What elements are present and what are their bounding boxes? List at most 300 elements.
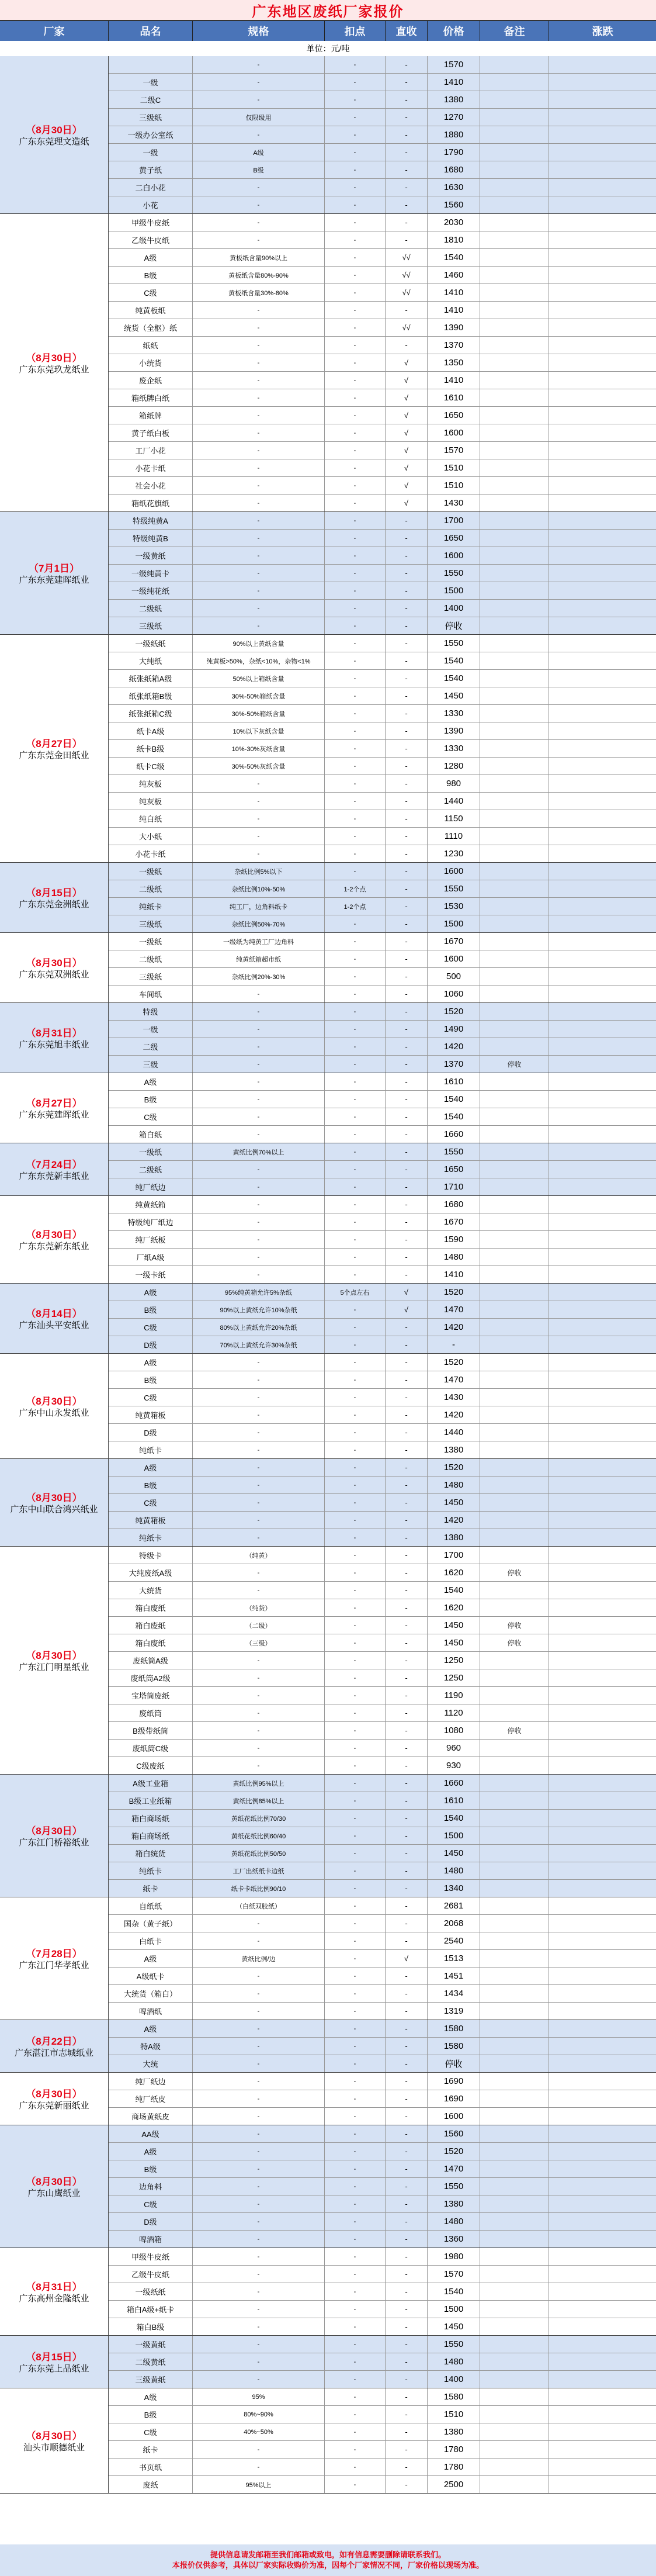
price-cell: 1610 — [428, 1792, 480, 1809]
company-date: （8月31日） — [26, 1028, 82, 1039]
product-cell: 纯黄板纸 — [109, 302, 193, 319]
change-cell — [549, 582, 656, 599]
change-cell — [549, 635, 656, 652]
deduct-cell: - — [325, 1950, 386, 1967]
change-cell — [549, 424, 656, 441]
company-cell — [0, 2125, 109, 2247]
spec-cell: 黄纸花纸比例50/50 — [193, 1845, 325, 1862]
change-cell — [549, 845, 656, 862]
price-cell: 1650 — [428, 1161, 480, 1178]
direct-cell: - — [386, 214, 428, 231]
deduct-cell: - — [325, 2388, 386, 2405]
company-name: 广东东莞建晖纸业 — [19, 1110, 89, 1120]
change-cell — [549, 1529, 656, 1546]
table-row — [109, 1529, 656, 1546]
price-cell: 1540 — [428, 652, 480, 669]
spec-cell: - — [193, 2353, 325, 2370]
deduct-cell: - — [325, 1792, 386, 1809]
change-cell — [549, 1652, 656, 1669]
company-cell — [0, 2336, 109, 2388]
product-cell: 纸卡 — [109, 2441, 193, 2458]
price-cell: 1880 — [428, 126, 480, 143]
direct-cell: - — [386, 302, 428, 319]
company-name: 广东江门明星纸业 — [19, 1662, 89, 1672]
deduct-cell: - — [325, 2160, 386, 2177]
price-cell: 1480 — [428, 1249, 480, 1265]
table-row — [109, 196, 656, 213]
product-cell: 箱纸花旗纸 — [109, 495, 193, 511]
direct-cell: - — [386, 126, 428, 143]
direct-cell: - — [386, 1143, 428, 1160]
spec-cell: - — [193, 1740, 325, 1756]
direct-cell: - — [386, 863, 428, 880]
table-row — [109, 1950, 656, 1968]
price-cell: 1510 — [428, 459, 480, 476]
change-cell — [549, 161, 656, 178]
spec-cell: - — [193, 372, 325, 389]
table-row — [109, 407, 656, 424]
note-cell: 停收 — [480, 1617, 549, 1634]
table-row — [109, 1319, 656, 1336]
direct-cell: √ — [386, 1950, 428, 1967]
product-cell: 三级纸 — [109, 968, 193, 985]
company-cell — [0, 1143, 109, 1195]
change-cell — [549, 1021, 656, 1038]
spec-cell: - — [193, 1669, 325, 1686]
direct-cell: - — [386, 1336, 428, 1353]
note-cell — [480, 196, 549, 213]
price-cell: 1410 — [428, 1266, 480, 1283]
price-cell: 1460 — [428, 267, 480, 283]
deduct-cell: - — [325, 1547, 386, 1564]
note-cell — [480, 2266, 549, 2283]
spec-cell: 黄纸比例85%以上 — [193, 1792, 325, 1809]
note-cell — [480, 337, 549, 354]
table-row — [109, 2301, 656, 2318]
price-cell: 1440 — [428, 1424, 480, 1441]
price-cell: 1380 — [428, 1441, 480, 1458]
table-row — [109, 880, 656, 898]
direct-cell: - — [386, 1617, 428, 1634]
product-cell: 纯黄箱板 — [109, 1512, 193, 1529]
note-cell — [480, 1827, 549, 1844]
price-cell: 1060 — [428, 986, 480, 1002]
note-cell — [480, 2423, 549, 2440]
spec-cell: 黄纸比例95%以上 — [193, 1775, 325, 1792]
footer-line-1: 提供信息请发邮箱至我们邮箱或致电，如有信息需要删除请联系我们。 — [210, 2550, 446, 2559]
direct-cell: - — [386, 1512, 428, 1529]
deduct-cell: - — [325, 2476, 386, 2493]
direct-cell: - — [386, 1003, 428, 1020]
note-cell — [480, 1003, 549, 1020]
company-name: 广东东莞新丰纸业 — [19, 1171, 89, 1181]
table-row — [109, 1494, 656, 1512]
note-cell — [480, 389, 549, 406]
product-cell: B级 — [109, 1301, 193, 1318]
price-cell: 1440 — [428, 793, 480, 810]
note-cell — [480, 915, 549, 932]
change-cell — [549, 933, 656, 950]
price-cell: 1470 — [428, 1371, 480, 1388]
note-cell — [480, 617, 549, 634]
price-cell: 1520 — [428, 1284, 480, 1301]
note-cell — [480, 1757, 549, 1774]
price-cell: 1330 — [428, 740, 480, 757]
change-cell — [549, 670, 656, 687]
company-block — [0, 1143, 656, 1196]
table-row — [109, 1827, 656, 1845]
company-cell — [0, 56, 109, 213]
spec-cell: - — [193, 2301, 325, 2318]
price-cell: 1550 — [428, 2336, 480, 2353]
price-cell: 2030 — [428, 214, 480, 231]
note-cell — [480, 2073, 549, 2090]
company-block — [0, 635, 656, 863]
deduct-cell: - — [325, 231, 386, 248]
change-cell — [549, 302, 656, 319]
deduct-cell: - — [325, 2003, 386, 2020]
product-cell: B级带纸筒 — [109, 1722, 193, 1739]
table-row — [109, 495, 656, 511]
spec-cell: 90%以上黄纸含量 — [193, 635, 325, 652]
product-cell: 纸卡 — [109, 1880, 193, 1897]
direct-cell: - — [386, 915, 428, 932]
spec-cell: - — [193, 1564, 325, 1581]
product-cell: 纯厂纸板 — [109, 1231, 193, 1248]
price-cell: 1110 — [428, 828, 480, 845]
price-cell: 2500 — [428, 2476, 480, 2493]
deduct-cell: - — [325, 687, 386, 704]
note-cell — [480, 302, 549, 319]
spec-cell: 纸卡卡纸比例90/10 — [193, 1880, 325, 1897]
price-cell: 1600 — [428, 2108, 480, 2125]
spec-cell: - — [193, 1178, 325, 1195]
table-row — [109, 442, 656, 459]
deduct-cell: - — [325, 2371, 386, 2388]
deduct-cell: - — [325, 1687, 386, 1704]
note-cell — [480, 2301, 549, 2318]
deduct-cell: - — [325, 2195, 386, 2212]
table-row — [109, 1932, 656, 1950]
deduct-cell: - — [325, 161, 386, 178]
company-cell — [0, 214, 109, 511]
product-cell: 箱白商场纸 — [109, 1810, 193, 1827]
direct-cell: - — [386, 109, 428, 126]
note-cell — [480, 2195, 549, 2212]
product-cell: 车间纸 — [109, 986, 193, 1002]
product-cell: 二级纸 — [109, 600, 193, 617]
price-cell: 2540 — [428, 1932, 480, 1949]
direct-cell: - — [386, 196, 428, 213]
change-cell — [549, 565, 656, 582]
note-cell — [480, 582, 549, 599]
product-cell: 黄子纸 — [109, 161, 193, 178]
table-row — [109, 389, 656, 407]
spec-cell: （纯黄） — [193, 1547, 325, 1564]
price-cell: 1430 — [428, 1389, 480, 1406]
price-cell: 1410 — [428, 372, 480, 389]
spec-cell: - — [193, 459, 325, 476]
footer-notice — [0, 2544, 656, 2576]
company-date: （8月30日） — [26, 957, 82, 969]
change-cell — [549, 968, 656, 985]
deduct-cell: - — [325, 1108, 386, 1125]
company-name: 广东东莞建晖纸业 — [19, 575, 89, 585]
price-cell: 1690 — [428, 2090, 480, 2107]
change-cell — [549, 2038, 656, 2055]
deduct-cell: - — [325, 1021, 386, 1038]
note-cell — [480, 2231, 549, 2247]
company-date: （8月22日） — [26, 2036, 82, 2047]
direct-cell: - — [386, 2108, 428, 2125]
header-spec: 规格 — [193, 21, 325, 41]
price-cell: 1680 — [428, 161, 480, 178]
deduct-cell: 5个点左右 — [325, 1284, 386, 1301]
note-cell — [480, 635, 549, 652]
direct-cell: - — [386, 1547, 428, 1564]
note-cell — [480, 2003, 549, 2020]
direct-cell: - — [386, 1757, 428, 1774]
table-row — [109, 1547, 656, 1564]
deduct-cell: - — [325, 196, 386, 213]
direct-cell: - — [386, 2318, 428, 2335]
deduct-cell: - — [325, 495, 386, 511]
spec-cell: - — [193, 2336, 325, 2353]
change-cell — [549, 2388, 656, 2405]
change-cell — [549, 2353, 656, 2370]
deduct-cell: - — [325, 1143, 386, 1160]
price-cell: 1780 — [428, 2459, 480, 2475]
table-row — [109, 231, 656, 249]
company-name: 广东江门华孝纸业 — [19, 1960, 89, 1970]
direct-cell: - — [386, 1319, 428, 1336]
direct-cell: - — [386, 1932, 428, 1949]
note-cell — [480, 722, 549, 739]
product-cell: B级 — [109, 1371, 193, 1388]
change-cell — [549, 2003, 656, 2020]
deduct-cell: - — [325, 2406, 386, 2423]
price-cell: 1500 — [428, 2301, 480, 2318]
note-cell — [480, 1652, 549, 1669]
note-cell — [480, 2020, 549, 2037]
deduct-cell: - — [325, 267, 386, 283]
product-cell: A级纸卡 — [109, 1968, 193, 1984]
table-row — [109, 1424, 656, 1441]
price-cell: 1810 — [428, 231, 480, 248]
company-cell — [0, 1547, 109, 1774]
product-cell: 箱白纸 — [109, 1126, 193, 1143]
note-cell — [480, 1389, 549, 1406]
product-cell: 纸张纸箱B级 — [109, 687, 193, 704]
table-row — [109, 91, 656, 109]
change-cell — [549, 2143, 656, 2160]
product-cell: 大统货（箱白） — [109, 1985, 193, 2002]
spec-cell: 95%纯黄箱允许5%杂纸 — [193, 1284, 325, 1301]
note-cell — [480, 1880, 549, 1897]
note-cell — [480, 74, 549, 91]
direct-cell: - — [386, 635, 428, 652]
change-cell — [549, 1336, 656, 1353]
product-cell: 三级黄纸 — [109, 2371, 193, 2388]
table-row — [109, 1249, 656, 1266]
change-cell — [549, 1722, 656, 1739]
note-cell — [480, 740, 549, 757]
spec-cell: 95%以上 — [193, 2476, 325, 2493]
deduct-cell: - — [325, 74, 386, 91]
price-cell: 1500 — [428, 582, 480, 599]
price-cell: 1620 — [428, 1599, 480, 1616]
spec-cell: - — [193, 2266, 325, 2283]
note-cell — [480, 1178, 549, 1195]
spec-cell: - — [193, 617, 325, 634]
company-block — [0, 2248, 656, 2336]
note-cell — [480, 968, 549, 985]
company-block — [0, 1284, 656, 1354]
spec-cell: A级 — [193, 144, 325, 161]
direct-cell: - — [386, 2266, 428, 2283]
table-row — [109, 1722, 656, 1740]
price-cell: 1513 — [428, 1950, 480, 1967]
change-cell — [549, 231, 656, 248]
spec-cell: - — [193, 231, 325, 248]
company-date: （8月30日） — [26, 1396, 82, 1407]
product-cell: 啤酒纸 — [109, 2003, 193, 2020]
deduct-cell: - — [325, 214, 386, 231]
direct-cell: - — [386, 1985, 428, 2002]
change-cell — [549, 1038, 656, 1055]
table-row — [109, 845, 656, 862]
change-cell — [549, 617, 656, 634]
spec-cell: - — [193, 2283, 325, 2300]
change-cell — [549, 986, 656, 1002]
deduct-cell: - — [325, 2143, 386, 2160]
product-cell: C级 — [109, 284, 193, 301]
direct-cell: - — [386, 1722, 428, 1739]
change-cell — [549, 1617, 656, 1634]
spec-cell: - — [193, 1126, 325, 1143]
spec-cell: - — [193, 845, 325, 862]
company-name: 广东东莞理文造纸 — [19, 137, 89, 147]
product-cell: 废企纸 — [109, 372, 193, 389]
table-row — [109, 600, 656, 617]
deduct-cell: - — [325, 933, 386, 950]
change-cell — [549, 1301, 656, 1318]
header-direct: 直收 — [386, 21, 428, 41]
change-cell — [549, 459, 656, 476]
spec-cell: - — [193, 2459, 325, 2475]
deduct-cell: - — [325, 530, 386, 547]
direct-cell: - — [386, 1231, 428, 1248]
change-cell — [549, 705, 656, 722]
price-cell: 1520 — [428, 1354, 480, 1371]
change-cell — [549, 2073, 656, 2090]
deduct-cell: - — [325, 2266, 386, 2283]
product-cell: 纸张纸箱C级 — [109, 705, 193, 722]
direct-cell: - — [386, 898, 428, 915]
note-cell — [480, 758, 549, 774]
note-cell — [480, 1932, 549, 1949]
company-rows — [109, 1073, 656, 1143]
spec-cell: - — [193, 512, 325, 529]
table-row — [109, 810, 656, 828]
deduct-cell: - — [325, 1494, 386, 1511]
spec-cell: - — [193, 2213, 325, 2230]
price-cell: 1560 — [428, 2125, 480, 2142]
change-cell — [549, 1126, 656, 1143]
direct-cell: √ — [386, 354, 428, 371]
note-cell — [480, 1126, 549, 1143]
company-rows — [109, 2248, 656, 2335]
table-row — [109, 2213, 656, 2231]
price-cell: 1360 — [428, 2231, 480, 2247]
table-row — [109, 617, 656, 634]
product-cell: B级 — [109, 2406, 193, 2423]
price-cell: 1450 — [428, 1634, 480, 1651]
deduct-cell: - — [325, 950, 386, 967]
price-cell: 1570 — [428, 56, 480, 73]
change-cell — [549, 372, 656, 389]
direct-cell: - — [386, 1634, 428, 1651]
note-cell: 停收 — [480, 1056, 549, 1073]
table-row — [109, 1459, 656, 1477]
deduct-cell: - — [325, 512, 386, 529]
company-rows — [109, 635, 656, 862]
direct-cell: - — [386, 1056, 428, 1073]
deduct-cell: - — [325, 1424, 386, 1441]
note-cell — [480, 214, 549, 231]
change-cell — [549, 2090, 656, 2107]
note-cell — [480, 1740, 549, 1756]
note-cell — [480, 565, 549, 582]
note-cell — [480, 372, 549, 389]
price-cell: 1630 — [428, 179, 480, 196]
direct-cell: - — [386, 1687, 428, 1704]
change-cell — [549, 1862, 656, 1879]
spec-cell: 纯黄纸箱超市纸 — [193, 950, 325, 967]
spec-cell: - — [193, 1968, 325, 1984]
direct-cell: √√ — [386, 267, 428, 283]
product-cell: 黄子纸白板 — [109, 424, 193, 441]
note-cell: 停收 — [480, 1634, 549, 1651]
deduct-cell: - — [325, 1477, 386, 1493]
table-row — [109, 1792, 656, 1810]
company-date: （7月24日） — [26, 1159, 82, 1170]
note-cell — [480, 933, 549, 950]
spec-cell: - — [193, 547, 325, 564]
spec-cell: - — [193, 2038, 325, 2055]
deduct-cell: - — [325, 705, 386, 722]
direct-cell: √ — [386, 459, 428, 476]
note-cell — [480, 249, 549, 266]
note-cell — [480, 1477, 549, 1493]
note-cell — [480, 687, 549, 704]
spec-cell: - — [193, 1687, 325, 1704]
company-rows — [109, 863, 656, 932]
change-cell — [549, 2336, 656, 2353]
product-cell: A级 — [109, 1354, 193, 1371]
product-cell: 纯纸卡 — [109, 1862, 193, 1879]
spec-cell: - — [193, 2090, 325, 2107]
company-name: 广东东莞双洲纸业 — [19, 970, 89, 980]
product-cell: 纯灰板 — [109, 775, 193, 792]
price-cell: 1580 — [428, 2020, 480, 2037]
product-cell: 大小纸 — [109, 828, 193, 845]
table-row — [109, 1336, 656, 1353]
change-cell — [549, 407, 656, 424]
product-cell: 商场黄纸皮 — [109, 2108, 193, 2125]
company-block — [0, 2336, 656, 2388]
company-cell — [0, 1459, 109, 1546]
